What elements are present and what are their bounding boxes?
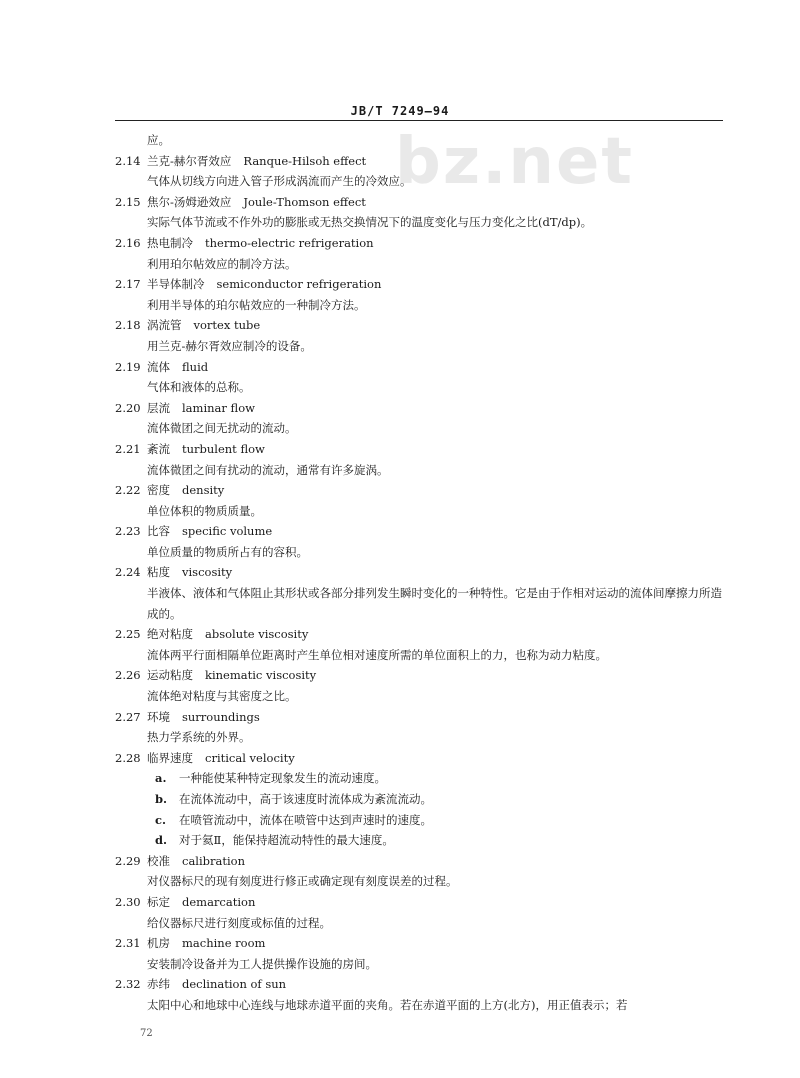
sub-text: 对于氦Ⅱ，能保持超流动特性的最大速度。	[179, 833, 394, 848]
entry-definition: 气体从切线方向进入管子形成涡流而产生的冷效应。	[147, 174, 412, 189]
entry-term-english: turbulent flow	[182, 441, 265, 456]
entry-term	[115, 357, 723, 378]
glossary-entry	[115, 748, 723, 851]
entry-definition: 安装制冷设备并为工人提供操作设施的房间。	[147, 956, 377, 971]
page-header: JB/T 7249—94	[350, 104, 450, 118]
entry-term-english: declination of sun	[182, 977, 287, 992]
watermark: bz.net	[395, 125, 634, 199]
glossary-entry	[115, 357, 723, 398]
page-number: 72	[140, 1028, 153, 1039]
glossary-entry	[115, 315, 723, 356]
entry-term-chinese: 校准	[147, 853, 170, 868]
entry-term-english: density	[182, 483, 225, 498]
entry-number: 2.24	[115, 565, 141, 580]
entry-list	[115, 151, 723, 1016]
sub-letter: b.	[155, 792, 168, 806]
entry-definition: 流体绝对粘度与其密度之比。	[147, 689, 297, 704]
glossary-entry	[115, 151, 723, 192]
glossary-entry	[115, 933, 723, 974]
entry-term-chinese: 标定	[147, 894, 170, 909]
entry-sub-definition	[115, 810, 723, 831]
entry-term	[115, 398, 723, 419]
entry-term-english: machine room	[182, 936, 266, 951]
entry-definition: 流体微团之间无扰动的流动。	[147, 421, 297, 436]
entry-definition: 太阳中心和地球中心连线与地球赤道平面的夹角。若在赤道平面的上方(北方)，用正值表示；若	[147, 997, 628, 1012]
entry-number: 2.23	[115, 524, 141, 539]
entry-definition: 利用半导体的珀尔帖效应的一种制冷方法。	[147, 297, 366, 312]
sub-text: 在流体流动中，高于该速度时流体成为紊流流动。	[179, 792, 432, 806]
entry-definition: 利用珀尔帖效应的制冷方法。	[147, 256, 297, 271]
entry-sub-definition	[115, 768, 723, 789]
entry-number: 2.17	[115, 277, 141, 292]
document-body	[115, 130, 723, 1016]
entry-number: 2.25	[115, 627, 141, 642]
entry-term	[115, 892, 723, 913]
entry-term	[115, 748, 723, 769]
sub-text: 一种能使某种特定现象发生的流动速度。	[179, 771, 386, 786]
entry-term	[115, 521, 723, 542]
entry-term-chinese: 兰克-赫尔胥效应	[147, 153, 232, 168]
entry-term	[115, 480, 723, 501]
entry-term-chinese: 机房	[147, 936, 170, 951]
glossary-entry	[115, 480, 723, 521]
entry-term-chinese: 密度	[147, 483, 170, 498]
glossary-entry	[115, 892, 723, 933]
entry-number: 2.18	[115, 318, 141, 333]
entry-term-chinese: 紊流	[147, 441, 170, 456]
entry-definition: 流体微团之间有扰动的流动，通常有许多旋涡。	[147, 462, 389, 477]
entry-term-english: surroundings	[182, 709, 260, 724]
sub-letter: a.	[155, 771, 167, 786]
entry-term-english: semiconductor refrigeration	[216, 277, 382, 292]
entry-term	[115, 851, 723, 872]
entry-term-english: laminar flow	[182, 400, 255, 415]
entry-sub-definition	[115, 830, 723, 851]
entry-sub-definition	[115, 789, 723, 810]
glossary-entry	[115, 233, 723, 274]
entry-term-chinese: 绝对粘度	[147, 627, 193, 642]
entry-term-chinese: 焦尔-汤姆逊效应	[147, 194, 232, 209]
entry-term-chinese: 临界速度	[147, 750, 193, 765]
entry-definition: 热力学系统的外界。	[147, 730, 251, 745]
continuation-text: 应。	[147, 133, 170, 147]
entry-definition: 给仪器标尺进行刻度或标值的过程。	[147, 915, 331, 930]
entry-term-english: fluid	[182, 359, 209, 374]
entry-number: 2.32	[115, 977, 141, 992]
glossary-entry	[115, 521, 723, 562]
sub-letter: c.	[155, 812, 167, 827]
glossary-entry	[115, 398, 723, 439]
entry-term-chinese: 涡流管	[147, 318, 182, 333]
entry-term	[115, 192, 723, 213]
entry-definition: 实际气体节流或不作外功的膨胀或无热交换情况下的温度变化与压力变化之比(dT/dp)。	[147, 215, 593, 230]
entry-term-chinese: 比容	[147, 524, 170, 539]
entry-definition: 半液体、液体和气体阻止其形状或各部分排列发生瞬时变化的一种特性。它是由于作相对运动的流体间摩擦力所造成的。	[147, 586, 722, 621]
entry-term	[115, 233, 723, 254]
entry-number: 2.16	[115, 235, 141, 250]
glossary-entry	[115, 192, 723, 233]
entry-term-chinese: 热电制冷	[147, 235, 193, 250]
entry-term-chinese: 运动粘度	[147, 668, 193, 683]
glossary-entry	[115, 665, 723, 706]
entry-number: 2.19	[115, 359, 141, 374]
entry-definition: 单位质量的物质所占有的容积。	[147, 544, 308, 559]
glossary-entry	[115, 624, 723, 665]
entry-term-english: Joule-Thomson effect	[243, 194, 366, 209]
entry-term	[115, 933, 723, 954]
entry-number: 2.15	[115, 194, 141, 209]
entry-term-english: vortex tube	[193, 318, 261, 333]
entry-number: 2.26	[115, 668, 141, 683]
entry-term	[115, 562, 723, 583]
entry-term-english: specific volume	[182, 524, 273, 539]
entry-definition: 气体和液体的总称。	[147, 380, 251, 395]
glossary-entry	[115, 439, 723, 480]
glossary-entry	[115, 562, 723, 624]
entry-term-chinese: 层流	[147, 400, 170, 415]
entry-definition: 单位体积的物质质量。	[147, 503, 262, 518]
entry-number: 2.21	[115, 441, 141, 456]
entry-number: 2.29	[115, 853, 141, 868]
entry-term	[115, 707, 723, 728]
entry-number: 2.28	[115, 750, 141, 765]
entry-term	[115, 665, 723, 686]
entry-term-chinese: 环境	[147, 709, 170, 724]
entry-number: 2.30	[115, 894, 141, 909]
entry-definition: 对仪器标尺的现有刻度进行修正或确定现有刻度误差的过程。	[147, 874, 458, 889]
entry-term-english: calibration	[182, 853, 245, 868]
entry-term-english: demarcation	[182, 894, 256, 909]
glossary-entry	[115, 851, 723, 892]
entry-term-english: viscosity	[182, 565, 233, 580]
entry-number: 2.31	[115, 936, 141, 951]
header-rule	[115, 120, 723, 121]
entry-term	[115, 151, 723, 172]
glossary-entry	[115, 274, 723, 315]
entry-number: 2.14	[115, 153, 141, 168]
entry-term	[115, 974, 723, 995]
glossary-entry	[115, 974, 723, 1015]
entry-definition: 用兰克-赫尔胥效应制冷的设备。	[147, 338, 312, 353]
entry-term-chinese: 流体	[147, 359, 170, 374]
entry-term-chinese: 粘度	[147, 565, 170, 580]
entry-term-english: kinematic viscosity	[205, 668, 317, 683]
entry-term	[115, 624, 723, 645]
entry-term-english: thermo-electric refrigeration	[205, 235, 374, 250]
entry-term-english: Ranque-Hilsoh effect	[243, 153, 367, 168]
entry-term-chinese: 赤纬	[147, 977, 170, 992]
sub-text: 在喷管流动中，流体在喷管中达到声速时的速度。	[179, 812, 432, 827]
glossary-entry	[115, 707, 723, 748]
entry-term	[115, 274, 723, 295]
entry-term-chinese: 半导体制冷	[147, 277, 205, 292]
entry-number: 2.27	[115, 709, 141, 724]
entry-term-english: absolute viscosity	[205, 627, 309, 642]
entry-term	[115, 439, 723, 460]
entry-definition: 流体两平行面相隔单位距离时产生单位相对速度所需的单位面积上的力，也称为动力粘度。	[147, 647, 607, 662]
sub-letter: d.	[155, 833, 168, 848]
entry-term-english: critical velocity	[205, 750, 295, 765]
entry-number: 2.22	[115, 483, 141, 498]
entry-number: 2.20	[115, 400, 141, 415]
entry-term	[115, 315, 723, 336]
